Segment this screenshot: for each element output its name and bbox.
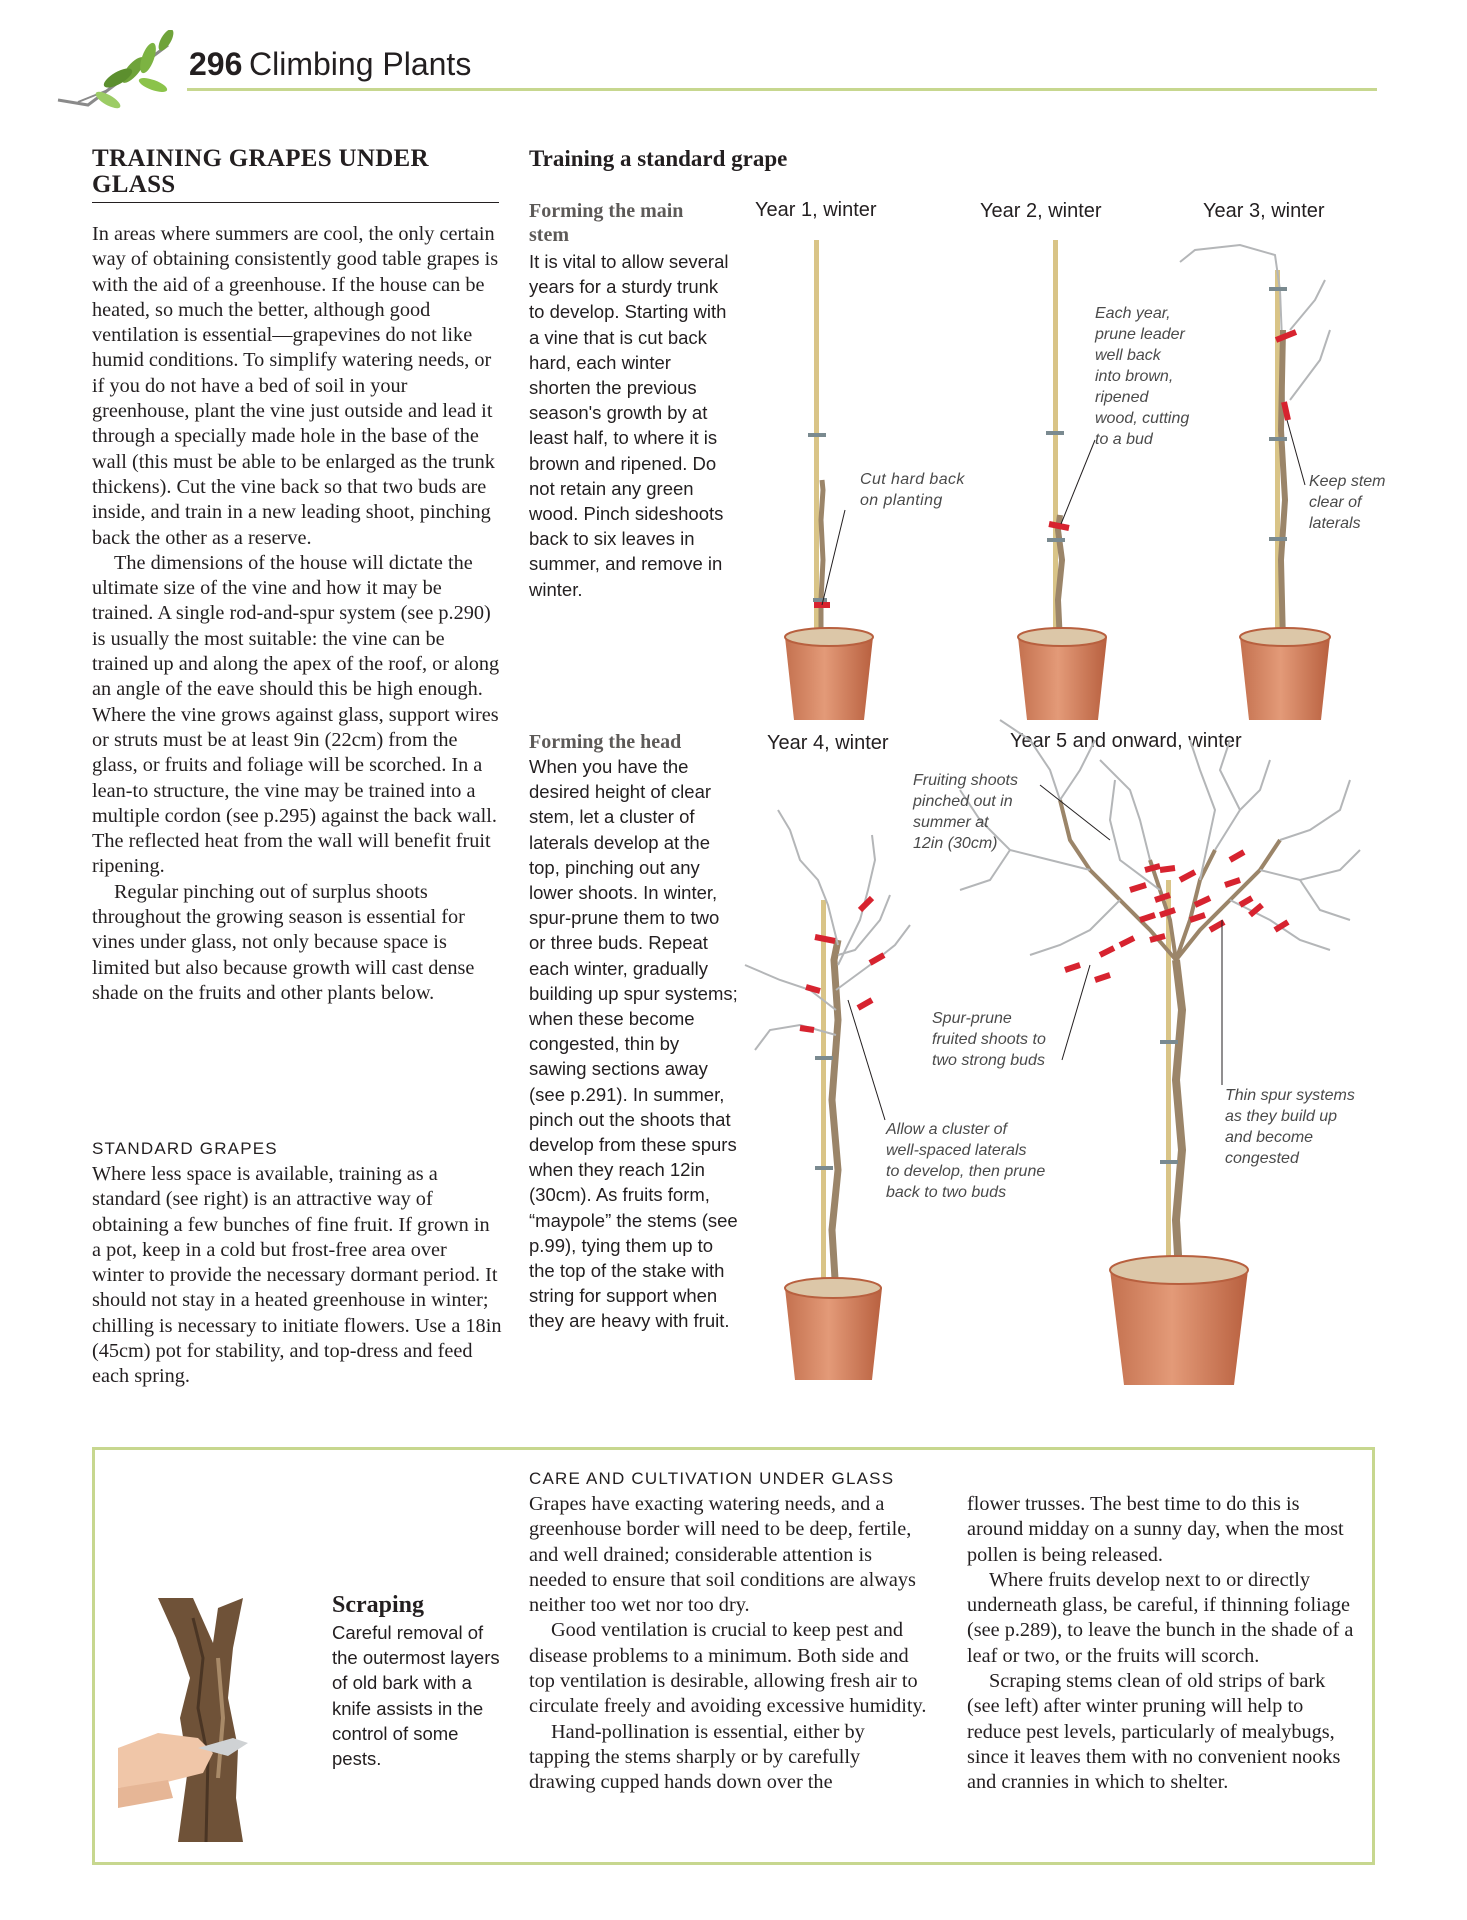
care-column-1	[529, 1492, 929, 1796]
year-2-plant	[1018, 240, 1107, 720]
note-spur-prune	[932, 1010, 1046, 1069]
svg-text:ripened: ripened	[1095, 389, 1149, 406]
svg-text:well back: well back	[1095, 347, 1161, 364]
year-4-label: Year 4, winter	[767, 732, 889, 754]
intro-paragraph: Regular pinching out of surplus shoots throughout the growing season is essential for vines under glass, not only because space is limited but also because growth will cast dense shade on the fruits and other plants below.	[92, 880, 475, 1004]
svg-text:Thin spur systems: Thin spur systems	[1225, 1087, 1355, 1104]
note-cut-hard-1: Cut hard back	[860, 471, 965, 488]
care-paragraph: Good ventilation is crucial to keep pest and disease problems to a minimum. Both side and top ventilation is desirable, allowing fresh air to circulate freely and avoiding excessive humidity.	[529, 1619, 927, 1718]
svg-text:congested: congested	[1225, 1150, 1299, 1167]
care-heading: CARE AND CULTIVATION UNDER GLASS	[529, 1469, 895, 1488]
svg-text:and become: and become	[1225, 1129, 1314, 1146]
care-paragraph: flower trusses. The best time to do this is around midday on a sunny day, when the most pollen is being released.	[967, 1493, 1344, 1566]
scraping-photo	[118, 1598, 327, 1842]
svg-text:pinched out in: pinched out in	[913, 793, 1013, 810]
svg-text:summer at: summer at	[913, 814, 989, 831]
care-paragraph: Where fruits develop next to or directly underneath glass, be careful, if thinning foliage (see p.289), to leave the bunch in the shade of a leaf or two, or the fruits will scorch.	[967, 1568, 1354, 1667]
scraping-title: Scraping	[332, 1592, 425, 1618]
svg-text:Each year,: Each year,	[1095, 305, 1171, 322]
note-keep-stem-3: laterals	[1309, 515, 1361, 532]
svg-text:as they build up: as they build up	[1225, 1108, 1338, 1125]
note-each-year	[1094, 305, 1189, 448]
forming-stem-heading: Forming the main stem	[529, 200, 684, 246]
standard-paragraph: Where less space is available, training as a standard (see right) is an attractive way of obtaining a few bunches of fine fruit. If grown in a pot, keep in a cold but frost-free area over winter to provide the necessary dormant period. It should not stay in a heated greenhouse in winter; chilling is necessary to initiate flowers. Use a 18in (45cm) pot for stability, and top-dress and feed each spring.	[92, 1163, 502, 1388]
scraping-caption: Careful removal of the outermost layers of old bark with a knife assists in the control of some pests.	[332, 1622, 500, 1770]
note-keep-stem-1: Keep stem	[1309, 473, 1386, 490]
note-thin-spur	[1225, 1087, 1355, 1167]
svg-text:prune leader: prune leader	[1095, 326, 1185, 343]
svg-text:into brown,: into brown,	[1095, 368, 1174, 385]
care-paragraph: Grapes have exacting watering needs, and a greenhouse border will need to be deep, fertile, and well drained; considerable attention is needed to ensure that soil conditions are always neither too wet nor too dry.	[529, 1493, 916, 1617]
care-paragraph: Scraping stems clean of old strips of bark (see left) after winter pruning will help to reduce pest levels, particularly of mealybugs, since it leaves them with no convenient nooks and crannies in which to shelter.	[967, 1670, 1341, 1794]
standard-grapes-heading: STANDARD GRAPES	[92, 1139, 278, 1158]
note-keep-stem-2: clear of	[1309, 494, 1362, 511]
svg-text:to develop, then prune: to develop, then prune	[886, 1163, 1046, 1180]
svg-text:Allow a cluster of: Allow a cluster of	[886, 1121, 1007, 1138]
care-paragraph: Hand-pollination is essential, either by tapping the stems sharply or by carefully drawing cupped hands down over the	[529, 1720, 865, 1794]
section-title: Training a standard grape	[529, 146, 788, 171]
svg-text:fruited shoots to: fruited shoots to	[932, 1031, 1046, 1048]
intro-paragraph: The dimensions of the house will dictate the ultimate size of the vine and how it may be trained. A single rod-and-spur system (see p.290) is usually the most suitable: the vine can be trained up and along the apex of the roof, or along an angle of the eave should this be high enough. Where the vine grows against glass, support wires or struts must be at least 9in (22cm) from the glass, or fruits and foliage will be scorched. In a lean-to structure, the vine may be trained into a multiple cordon (see p.295) against the back wall. The reflected heat from the wall will benefit fruit ripening.	[92, 551, 500, 878]
note-fruiting-shoots	[912, 772, 1018, 852]
note-allow-cluster	[885, 1121, 1045, 1201]
svg-text:12in (30cm): 12in (30cm)	[913, 835, 998, 852]
svg-text:to a bud: to a bud	[1095, 431, 1153, 448]
intro-paragraph: In areas where summers are cool, the only certain way of obtaining consistently good table grapes is with the aid of a greenhouse. If the house can be heated, so much the better, although good ventilation is essential—grapevines do not like humid conditions. To simplify watering needs, or if you do not have a bed of soil in your greenhouse, plant the vine just outside and lead it through a specially made hole in the base of the wall (this must be able to be enlarged as the trunk thickens). Cut the vine back so that two buds are inside, and train in a new leading shoot, pinching back the other as a reserve.	[92, 223, 499, 549]
forming-head-text: When you have the desired height of clear stem, let a cluster of laterals develop at the top, pinching out any lower shoots. In winter, spur-prune them to two or three buds. Repeat each winter, gradually building up spur systems; when these become congested, thin by sawing sections away (see p.291). In summer, pinch out the shoots that develop from these spurs when they reach 12in (30cm). As fruits form, “maypole” the stems (see p.99), tying them up to the top of the stake with string for support when they are heavy with fruit.	[529, 756, 738, 1332]
svg-text:two strong buds: two strong buds	[932, 1052, 1045, 1069]
svg-text:Spur-prune: Spur-prune	[932, 1010, 1012, 1027]
forming-head-heading: Forming the head	[529, 731, 682, 753]
svg-text:back to two buds: back to two buds	[886, 1184, 1007, 1201]
main-heading: TRAINING GRAPES UNDER GLASS	[92, 145, 429, 198]
year-3-label: Year 3, winter	[1203, 200, 1325, 222]
svg-text:Fruiting shoots: Fruiting shoots	[913, 772, 1018, 789]
note-cut-hard-2: on planting	[860, 492, 943, 509]
chapter-title: Climbing Plants	[249, 46, 472, 82]
year-2-label: Year 2, winter	[980, 200, 1102, 222]
page-number: 296	[189, 46, 243, 82]
care-column-2	[967, 1492, 1357, 1796]
year-5-label: Year 5 and onward, winter	[1010, 730, 1242, 752]
year-4-plant	[745, 810, 910, 1380]
svg-text:wood, cutting: wood, cutting	[1095, 410, 1190, 427]
year-3-plant	[1180, 245, 1330, 720]
year-1-label: Year 1, winter	[755, 199, 877, 221]
forming-stem-text: It is vital to allow several years for a sturdy trunk to develop. Starting with a vine that is cut back hard, each winter shorten the previous season's growth by at least half, to where it is brown and ripened. Do not retain any green wood. Pinch sideshoots back to six leaves in summer, and remove in winter.	[529, 251, 729, 600]
svg-text:well-spaced laterals: well-spaced laterals	[886, 1142, 1027, 1159]
